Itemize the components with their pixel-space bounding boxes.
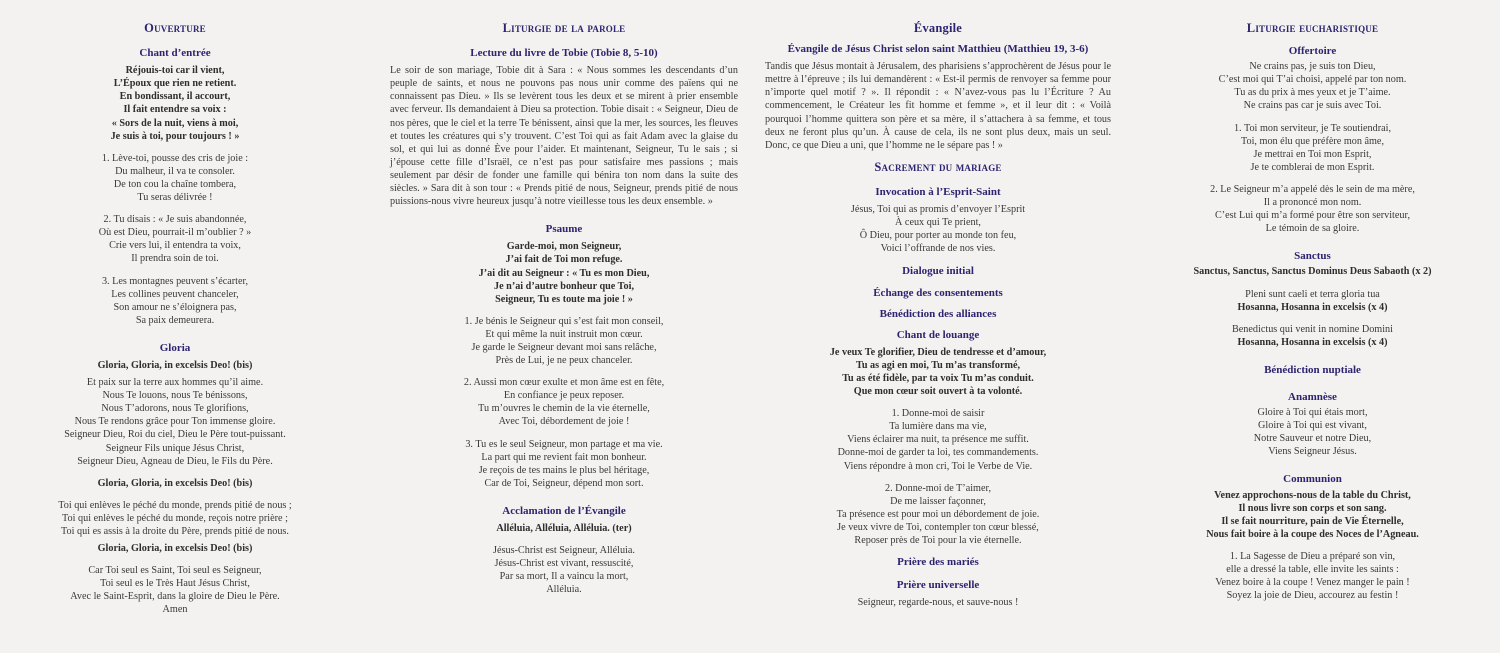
chant-entree-verse-3: 3. Les montagnes peuvent s’écarter, Les collines peuvent chanceler, Son amour ne s’éloignera pas, Sa paix demeurera. [101, 275, 249, 326]
gloria-part-2: Toi qui enlèves le péché du monde, prends pitié de nous ; Toi qui enlèves le péché du monde, reçois notre prière ; Toi qui es assis à la droite du Père, prends pitié de nous. [58, 499, 292, 537]
chant-entree-verse-1: 1. Lève-toi, pousse des cris de joie : Du malheur, il va te consoler. De ton cou la chaîne tombera, Tu seras délivrée ! [101, 152, 249, 204]
benediction-nuptiale-title: Bénédiction nuptiale [1264, 363, 1361, 376]
column-liturgie-parole [390, 22, 738, 605]
offertoire-verse-1: 1. Toi mon serviteur, je Te soutiendrai, Toi, mon élu que préfère mon âme, Je mettrai en Toi mon Esprit, Je te comblerai de mon Esprit. [1233, 122, 1392, 173]
echange-consentements-title: Échange des consentements [873, 286, 1003, 299]
acclamation-title: Acclamation de l’Évangile [502, 504, 626, 517]
sanctus-line-1: Pleni sunt caeli et terra gloria tua [1245, 288, 1380, 300]
section-heading-evangile: Évangile [913, 21, 963, 35]
benediction-alliances-title: Bénédiction des alliances [879, 307, 997, 320]
sanctus-line-2: Benedictus qui venit in nomine Domini [1231, 323, 1393, 335]
dialogue-initial-title: Dialogue initial [902, 265, 974, 278]
chant-entree-title: Chant d’entrée [139, 47, 211, 60]
anamnese-title: Anamnèse [1288, 390, 1337, 403]
gospel-text: Tandis que Jésus montait à Jérusalem, des pharisiens s’approchèrent de Jésus pour le mettre à l’épreuve ; ils lui demandèrent : « Est-il permis de renvoyer sa femme pour n’importe quel motif ? ». Il répondit : « N’avez-vous pas lu l’Écriture ? Au commencement, le Créateur les fit homme et femme », et il leur dit : « Voilà pourquoi l’homme quittera son père et sa mère, il s’attachera à sa femme, et tous deux ne feront plus qu’un. À cause de cela, ils ne sont plus deux, mais un seul. Donc, ce que Dieu a uni, que l’homme ne le sépare pas ! » [765, 61, 1111, 151]
gloria-part-3: Car Toi seul es Saint, Toi seul es Seigneur, Toi seul es le Très Haut Jésus Christ, Avec le Saint-Esprit, dans la gloire de Dieu le Père. Amen [70, 565, 280, 616]
chant-louange-refrain: Je veux Te glorifier, Dieu de tendresse et d’amour, Tu as agi en moi, Tu m’as transformé, Tu as été fidèle, par ta voix Tu m’as conduit. Que mon cœur soit ouvert à ta volonté. [829, 346, 1047, 398]
offertoire-title: Offertoire [1288, 45, 1337, 58]
chant-entree-refrain: Réjouis-toi car il vient, L’Époux que rien ne retient. En bondissant, il accourt, Il fait entendre sa voix : « Sors de la nuit, viens à moi, Je suis à toi, pour toujours ! » [110, 65, 240, 142]
invocation-text: Jésus, Toi qui as promis d’envoyer l’Esprit À ceux qui Te prient, Ô Dieu, pour porter au monde ton feu, Voici l’offrande de nos vies. [850, 204, 1026, 255]
column-evangile [765, 22, 1111, 618]
psalm-title: Psaume [545, 223, 583, 236]
reading-text: Le soir de son mariage, Tobie dit à Sara : « Nous sommes les descendants d’un peuple de saints, et nous ne pouvons pas nous unir comme des païens qui ne connaissent pas Dieu. » Ils se levèrent tous les deux et se mirent à prier ensemble avec ferveur. Ils demandaient à Dieu sa protection. Tobie disait : « Seigneur, Dieu de nos pères, que le ciel et la terre Te bénissent, ainsi que la mer, les sources, les fleuves et toutes les créatures qui s’y trouvent. C’est Toi qui as fait Adam avec la glaise du sol, et qui lui as donné Ève pour l’aider. Et maintenant, Seigneur, Tu le sais ; si j’épouse cette fille d’Israël, ce n’est pas pour satisfaire mes passions ; mais seulement par désir de fonder une famille qui bénira ton nom dans la suite des siècles. » Sara dit à son tour : « Prends pitié de nous, Seigneur, prends pitié de nous puissions-nous vivre heureux jusqu’à notre vieillesse tous les deux ensemble. » [390, 65, 738, 208]
sanctus-refrain: Sanctus, Sanctus, Sanctus Dominus Deus Sabaoth (x 2) [1193, 266, 1432, 278]
chant-louange-verse-2: 2. Donne-moi de T’aimer, De me laisser façonner, Ta présence est pour moi un débordement de joie. Je veux vivre de Toi, contempler ton cœur blessé, Reposer près de Toi pour la vie éternelle. [836, 482, 1040, 546]
priere-maries-title: Prière des mariés [897, 556, 979, 569]
section-heading-sacrement: Sacrement du mariage [874, 159, 1002, 174]
psalm-verse-1: 1. Je bénis le Seigneur qui s’est fait mon conseil, Et qui même la nuit instruit mon cœur. Je garde le Seigneur devant moi sans relâche, Près de Lui, je ne peux chanceler. [464, 315, 664, 367]
psalm-refrain: Garde-moi, mon Seigneur, J’ai fait de Toi mon refuge. J’ai dit au Seigneur : « Tu es mon Dieu, Je n’ai d’autre bonheur que Toi, Seigneur, Tu es toute ma joie ! » [478, 241, 650, 305]
communion-verse-1: 1. La Sagesse de Dieu a préparé son vin, elle a dressé la table, elle invite les saints : Venez boire à la coupe ! Venez manger le pain ! Soyez la joie de Dieu, accourez au festin ! [1215, 550, 1410, 602]
priere-universelle-text: Seigneur, regarde-nous, et sauve-nous ! [857, 597, 1019, 609]
column-ouverture [40, 22, 310, 626]
gloria-part-1: Et paix sur la terre aux hommes qu’il aime. Nous Te louons, nous Te bénissons, Nous T’adorons, nous Te glorifions, Nous Te rendons grâce pour Ton immense gloire. Seigneur Dieu, Roi du ciel, Dieu le Père tout-puissant. Seigneur Fils unique Jésus Christ, Seigneur Dieu, Agneau de Dieu, le Fils du Père. [64, 377, 286, 467]
offertoire-refrain: Ne crains pas, je suis ton Dieu, C’est moi qui T’ai choisi, appelé par ton nom. Tu as du prix à mes yeux et je T’aime. Ne crains pas car je suis avec Toi. [1218, 61, 1407, 112]
priere-universelle-title: Prière universelle [896, 579, 980, 592]
section-heading-ouverture: Ouverture [144, 21, 206, 35]
psalm-verse-3: 3. Tu es le seul Seigneur, mon partage et ma vie. La part qui me revient fait mon bonheur. Je reçois de tes mains le plus bel héritage, Car de Toi, Seigneur, dépend mon sort. [465, 438, 663, 489]
psalm-verse-2: 2. Aussi mon cœur exulte et mon âme est en fête, En confiance je peux reposer. Tu m’ouvres le chemin de la vie éternelle, Avec Toi, débordement de joie ! [463, 377, 665, 428]
gloria-title: Gloria [159, 341, 191, 354]
gloria-refrain-2: Gloria, Gloria, in excelsis Deo! (bis) [97, 477, 253, 489]
column-liturgie-eucharistique [1180, 22, 1445, 611]
communion-title: Communion [1283, 473, 1342, 486]
sanctus-hosanna-2: Hosanna, Hosanna in excelsis (x 4) [1237, 336, 1388, 348]
gospel-title: Évangile de Jésus Christ selon saint Matthieu (Matthieu 19, 3-6) [787, 43, 1089, 56]
sanctus-hosanna-1: Hosanna, Hosanna in excelsis (x 4) [1237, 301, 1388, 313]
section-heading-liturgie-eucharistique: Liturgie eucharistique [1246, 21, 1379, 35]
anamnese-text: Gloire à Toi qui étais mort, Gloire à Toi qui est vivant, Notre Sauveur et notre Dieu, Viens Seigneur Jésus. [1253, 407, 1372, 458]
reading-title: Lecture du livre de Tobie (Tobie 8, 5-10) [470, 47, 658, 60]
section-heading-liturgie-parole: Liturgie de la parole [502, 21, 626, 35]
chant-louange-verse-1: 1. Donne-moi de saisir Ta lumière dans ma vie, Viens éclairer ma nuit, ta présence me suffit. Donne-moi de garder ta loi, tes commandements. Viens répondre à mon cri, Toi le Verbe de Vie. [837, 408, 1039, 472]
communion-refrain: Venez approchons-nous de la table du Christ, Il nous livre son corps et son sang. Il se fait nourriture, pain de Vie Éternelle, Nous fait boire à la coupe des Noces de l’Agneau. [1206, 489, 1419, 540]
acclamation-refrain: Alléluia, Alléluia, Alléluia. (ter) [496, 523, 632, 534]
offertoire-verse-2: 2. Le Seigneur m’a appelé dès le sein de ma mère, Il a prononcé mon nom. C’est Lui qui m’a formé pour être son serviteur, Le témoin de sa gloire. [1210, 183, 1415, 235]
gloria-refrain-3: Gloria, Gloria, in excelsis Deo! (bis) [97, 543, 253, 555]
invocation-title: Invocation à l’Esprit-Saint [875, 185, 1001, 198]
acclamation-text: Jésus-Christ est Seigneur, Alléluia. Jésus-Christ est vivant, ressuscité, Par sa mort, Il a vaincu la mort, Alléluia. [493, 545, 635, 596]
chant-louange-title: Chant de louange [896, 328, 980, 341]
sanctus-title: Sanctus [1294, 250, 1331, 263]
chant-entree-verse-2: 2. Tu disais : « Je suis abandonnée, Où est Dieu, pourrait-il m’oublier ? » Crie vers lui, il entendra ta voix, Il prendra soin de toi. [98, 214, 252, 265]
gloria-refrain-1: Gloria, Gloria, in excelsis Deo! (bis) [97, 359, 253, 371]
